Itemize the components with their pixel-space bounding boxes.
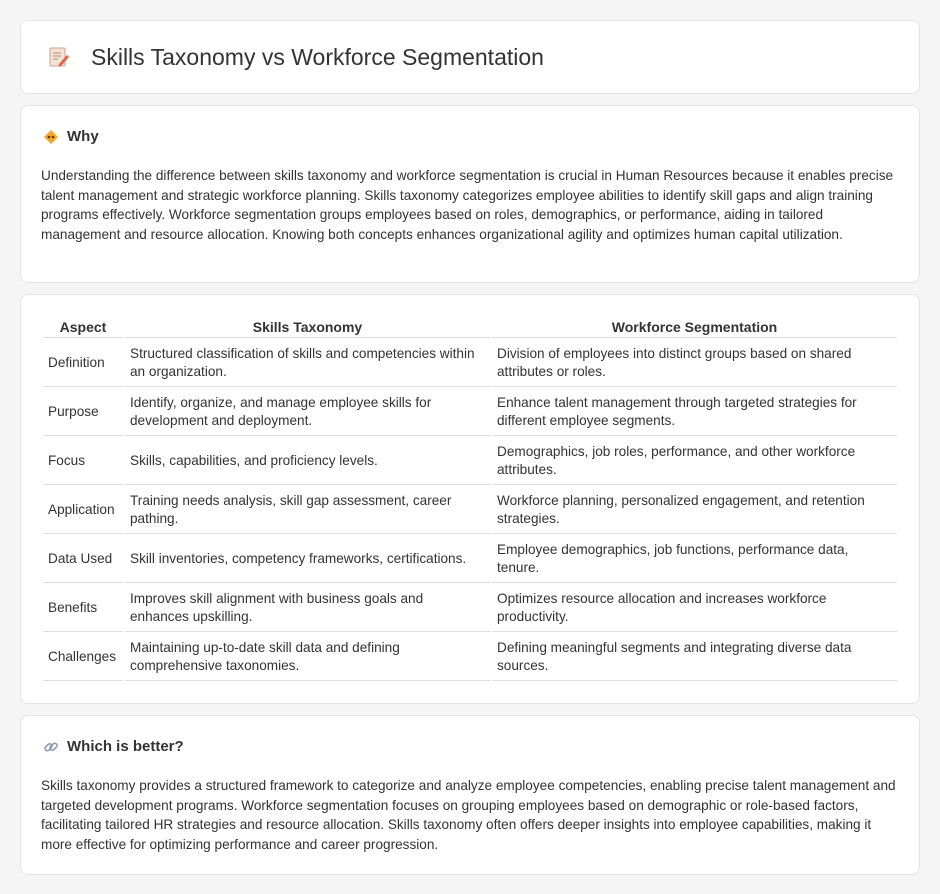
aspect-cell: Definition	[43, 340, 123, 387]
table-row	[43, 536, 897, 583]
aspect-cell: Challenges	[43, 634, 123, 681]
better-heading-label: Which is better?	[67, 738, 184, 755]
workforce-segmentation-cell: Optimizes resource allocation and increases workforce productivity.	[492, 585, 897, 632]
table-header-row	[43, 315, 897, 338]
aspect-cell: Purpose	[43, 389, 123, 436]
skills-taxonomy-cell: Identify, organize, and manage employee skills for development and deployment.	[125, 389, 490, 436]
workforce-segmentation-cell: Division of employees into distinct groups based on shared attributes or roles.	[492, 340, 897, 387]
link-icon	[43, 739, 59, 755]
header-skills-taxonomy: Skills Taxonomy	[125, 315, 490, 338]
table-row	[43, 389, 897, 436]
better-text: Skills taxonomy provides a structured framework to categorize and analyze employee competencies, enabling precise talent management and targeted development programs. Workforce segmentation focuses on grouping employees based on demographic or role-based factors, facilitating tailored HR strategies and resource allocation. Skills taxonomy often offers deeper insights into employee capabilities, making it more effective for optimizing performance and career progression.	[41, 778, 896, 852]
skills-taxonomy-cell: Training needs analysis, skill gap assessment, career pathing.	[125, 487, 490, 534]
workforce-segmentation-cell: Defining meaningful segments and integrating diverse data sources.	[492, 634, 897, 681]
table-row	[43, 438, 897, 485]
table-row	[43, 340, 897, 387]
table-row	[43, 634, 897, 681]
skills-taxonomy-cell: Skill inventories, competency frameworks, certifications.	[125, 536, 490, 583]
document-pencil-icon	[47, 45, 71, 69]
skills-taxonomy-cell: Improves skill alignment with business goals and enhances upskilling.	[125, 585, 490, 632]
skills-taxonomy-cell: Skills, capabilities, and proficiency levels.	[125, 438, 490, 485]
comparison-table-card	[20, 294, 920, 704]
workforce-segmentation-cell: Employee demographics, job functions, performance data, tenure.	[492, 536, 897, 583]
aspect-cell: Focus	[43, 438, 123, 485]
why-heading	[41, 128, 899, 145]
aspect-cell: Benefits	[43, 585, 123, 632]
header-workforce-segmentation: Workforce Segmentation	[492, 315, 897, 338]
page-title: Skills Taxonomy vs Workforce Segmentation	[91, 43, 544, 70]
skills-taxonomy-cell: Structured classification of skills and competencies within an organization.	[125, 340, 490, 387]
workforce-segmentation-cell: Demographics, job roles, performance, and other workforce attributes.	[492, 438, 897, 485]
why-text: Understanding the difference between skills taxonomy and workforce segmentation is crucial in Human Resources because it enables precise talent management and strategic workforce planning. Skills taxonomy categorizes employee abilities to identify skill gaps and align training programs effectively. Workforce segmentation groups employees based on roles, demographics, or performance, aiding in tailored management and resource allocation. Knowing both concepts enhances organizational agility and optimizes human capital utilization.	[41, 168, 894, 242]
skills-taxonomy-cell: Maintaining up-to-date skill data and defining comprehensive taxonomies.	[125, 634, 490, 681]
workforce-segmentation-cell: Enhance talent management through targeted strategies for different employee segments.	[492, 389, 897, 436]
better-heading	[41, 738, 899, 755]
aspect-cell: Data Used	[43, 536, 123, 583]
comparison-table	[41, 313, 899, 683]
aspect-cell: Application	[43, 487, 123, 534]
header-aspect: Aspect	[43, 315, 123, 338]
table-row	[43, 585, 897, 632]
why-section	[20, 105, 920, 283]
workforce-segmentation-cell: Workforce planning, personalized engagement, and retention strategies.	[492, 487, 897, 534]
which-is-better-section	[20, 715, 920, 875]
why-heading-label: Why	[67, 128, 99, 145]
diamond-warning-icon	[43, 129, 59, 145]
title-card	[20, 20, 920, 94]
table-row	[43, 487, 897, 534]
